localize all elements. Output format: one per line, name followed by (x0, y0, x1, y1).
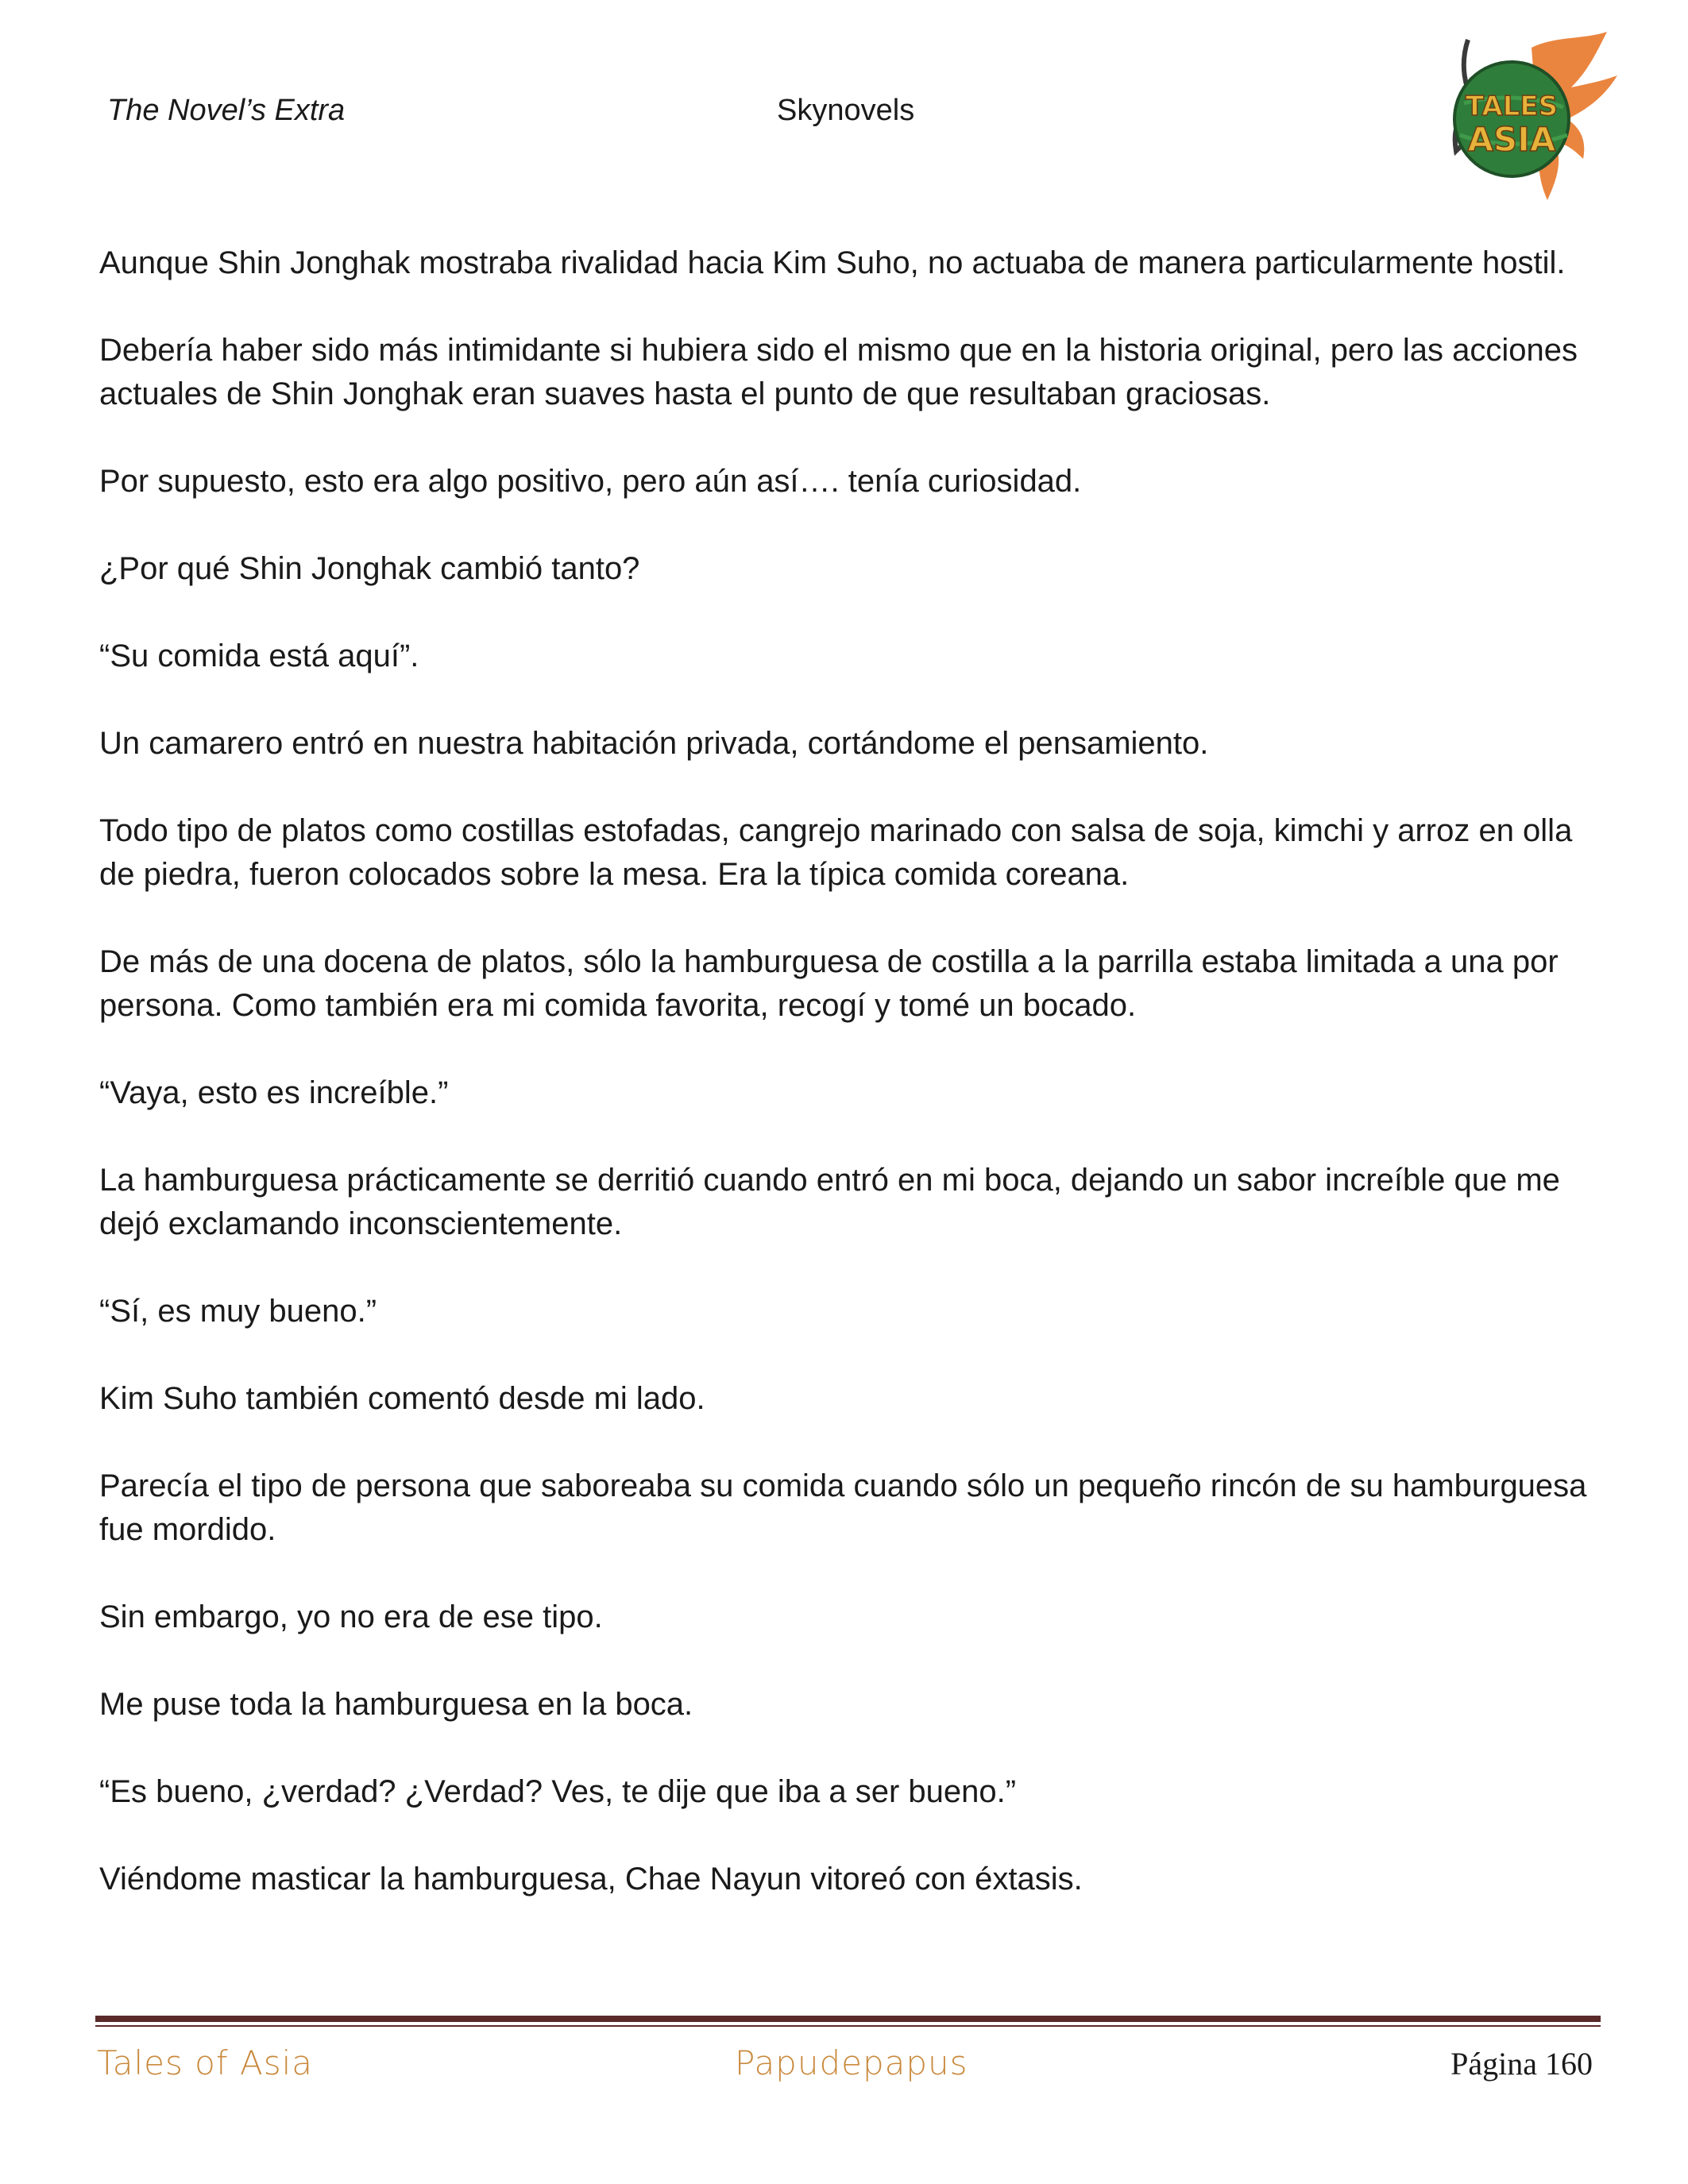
paragraph: “Sí, es muy bueno.” (99, 1294, 377, 1329)
paragraph: Me puse toda la hamburguesa en la boca. (99, 1687, 693, 1722)
paragraph: Sin embargo, yo no era de ese tipo. (99, 1599, 603, 1634)
paragraph: “Es bueno, ¿verdad? ¿Verdad? Ves, te dije que iba a ser bueno.” (99, 1774, 1017, 1809)
paragraph: Debería haber sido más intimidante si hubiera sido el mismo que en la historia original, pero las acciones actuales de Shin Jonghak eran suaves hasta el punto de que resultaban graciosas. (99, 333, 1578, 411)
paragraph: Kim Suho también comentó desde mi lado. (99, 1381, 705, 1416)
footer-publisher: Tales of Asia (97, 2043, 314, 2082)
paragraph: De más de una docena de platos, sólo la hamburguesa de costilla a la parrilla estaba limitada a una por persona. Como también era mi comida favorita, recogí y tomé un bocado. (99, 944, 1559, 1023)
logo-text-asia: ASIA (1467, 120, 1556, 159)
paragraph: La hamburguesa prácticamente se derritió cuando entró en mi boca, dejando un sabor increíble que me dejó exclamando inconscientemente. (99, 1163, 1560, 1241)
paragraph: Viéndome masticar la hamburguesa, Chae Nayun vitoreó con éxtasis. (99, 1862, 1083, 1897)
logo-text-tales: TALES (1465, 91, 1559, 122)
paragraph: Todo tipo de platos como costillas estofadas, cangrejo marinado con salsa de soja, kimchi y arroz en olla de piedra, fueron colocados sobre la mesa. Era la típica comida coreana. (99, 813, 1573, 892)
tales-of-asia-logo (1436, 32, 1619, 203)
header-site-name: Skynovels (777, 94, 915, 127)
paragraph: “Su comida está aquí”. (99, 639, 419, 673)
paragraph: Por supuesto, esto era algo positivo, pero aún así…. tenía curiosidad. (99, 464, 1082, 499)
footer-translator: Papudepapus (735, 2043, 968, 2082)
paragraph: Parecía el tipo de persona que saboreaba su comida cuando sólo un pequeño rincón de su hamburguesa fue mordido. (99, 1468, 1587, 1547)
footer-rule-thick (95, 2016, 1601, 2022)
paragraph: ¿Por qué Shin Jonghak cambió tanto? (99, 551, 640, 586)
header-novel-title: The Novel’s Extra (107, 94, 346, 127)
chapter-body (99, 241, 1593, 1945)
footer-rule-thin (95, 2025, 1601, 2027)
paragraph: Aunque Shin Jonghak mostraba rivalidad hacia Kim Suho, no actuaba de manera particularmente hostil. (99, 245, 1566, 280)
paragraph: Un camarero entró en nuestra habitación privada, cortándome el pensamiento. (99, 726, 1209, 761)
footer-page-number: Página 160 (1450, 2046, 1593, 2082)
paragraph: “Vaya, esto es increíble.” (99, 1075, 449, 1110)
